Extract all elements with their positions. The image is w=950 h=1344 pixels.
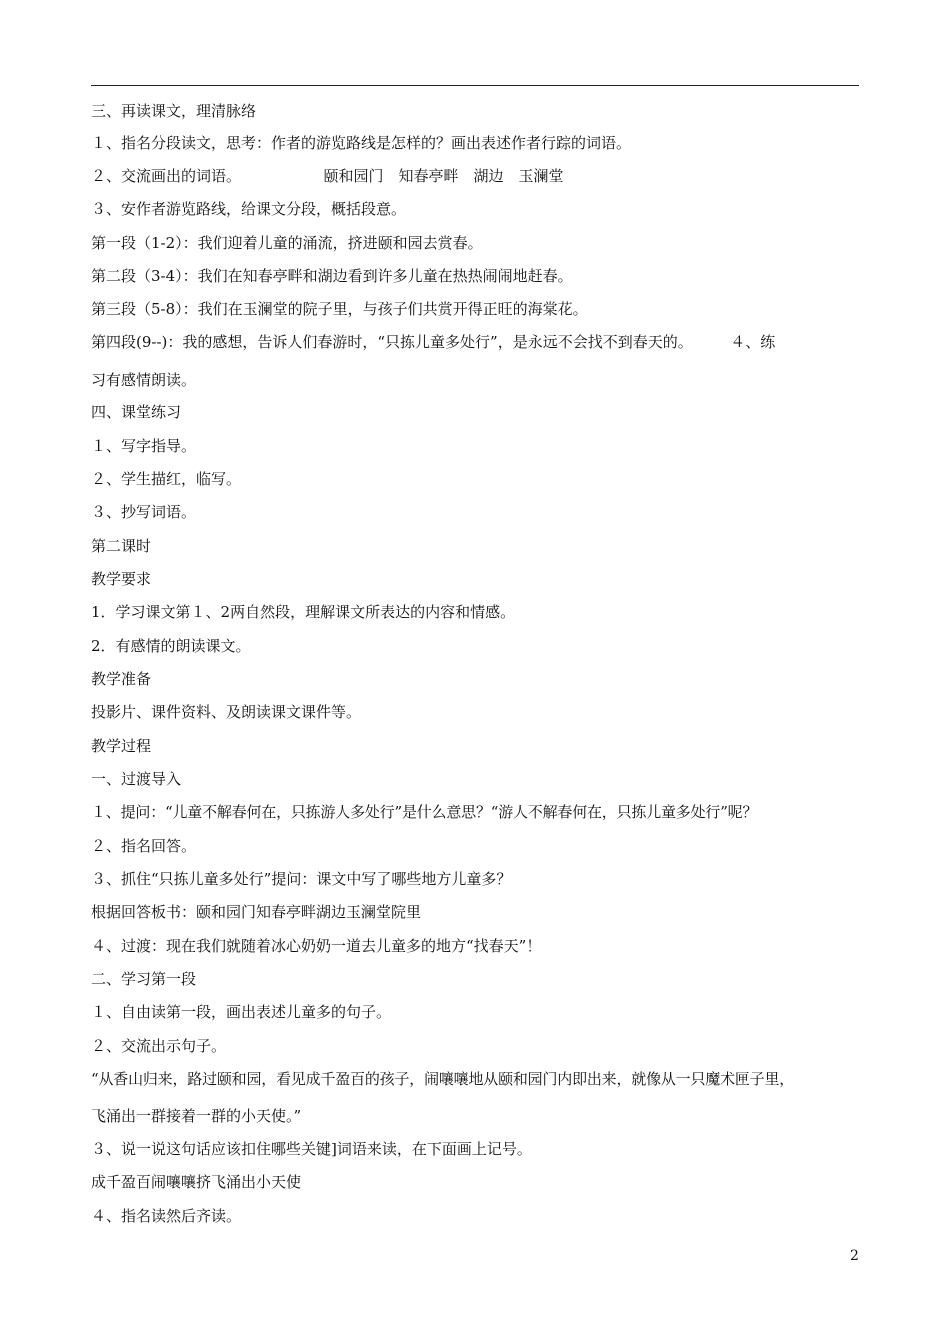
text-line: 投影片、课件资料、及朗读课文课件等。 bbox=[91, 703, 362, 721]
text-line: ２、学生描红，临写。 bbox=[91, 470, 242, 488]
text-line: 一、过渡导入 bbox=[91, 770, 182, 788]
header-rule bbox=[91, 85, 859, 86]
text-line: ２、交流画出的词语。 颐和园门 知春亭畔 湖边 玉澜堂 bbox=[91, 167, 564, 185]
text-line: ４、指名读然后齐读。 bbox=[91, 1207, 242, 1225]
text-line: 三、再读课文，理清脉络 bbox=[91, 102, 257, 120]
text-line: ３、抓住“只拣儿童多处行”提问：课文中写了哪些地方儿童多？ bbox=[91, 870, 512, 888]
text-line: １、写字指导。 bbox=[91, 437, 197, 455]
text-line: 教学过程 bbox=[91, 737, 152, 755]
text-line: 成千盈百闹嚷嚷挤飞涌出小天使 bbox=[91, 1173, 302, 1191]
text-line: 1．学习课文第１、2两自然段，理解课文所表达的内容和情感。 bbox=[91, 603, 516, 621]
text-line: 第二段（3-4）：我们在知春亭畔和湖边看到许多儿童在热热闹闹地赶春。 bbox=[91, 267, 573, 285]
text-line: １、提问：“儿童不解春何在，只拣游人多处行”是什么意思？“游人不解春何在，只拣儿童多处行”呢？ bbox=[91, 803, 758, 821]
text-line: 根据回答板书：颐和园门知春亭畔湖边玉澜堂院里 bbox=[91, 903, 422, 921]
text-line: 第二课时 bbox=[91, 537, 152, 555]
text-line: “从香山归来，路过颐和园，看见成千盈百的孩子，闹嚷嚷地从颐和园门内即出来，就像从一只魔术匣子里， bbox=[91, 1070, 795, 1088]
text-line: ３、说一说这句话应该扣住哪些关键]词语来读，在下面画上记号。 bbox=[91, 1140, 532, 1158]
text-line: 教学准备 bbox=[91, 670, 152, 688]
text-line: 第四段(9--)：我的感想，告诉人们春游时，“只拣儿童多处行”，是永远不会找不到春天的。 ４、练 bbox=[91, 333, 776, 351]
text-line: ２、指名回答。 bbox=[91, 837, 197, 855]
text-line: 习有感情朗读。 bbox=[91, 371, 197, 389]
text-line: 教学要求 bbox=[91, 570, 152, 588]
text-line: 四、课堂练习 bbox=[91, 403, 182, 421]
text-line: 飞涌出一群接着一群的小天使。” bbox=[91, 1107, 302, 1125]
text-line: 第一段（1-2）：我们迎着儿童的涌流，挤进颐和园去赏春。 bbox=[91, 234, 483, 252]
text-line: ４、过渡：现在我们就随着冰心奶奶一道去儿童多的地方“找春天”！ bbox=[91, 937, 542, 955]
text-line: ２、交流出示句子。 bbox=[91, 1037, 227, 1055]
text-line: １、自由读第一段，画出表述儿童多的句子。 bbox=[91, 1003, 392, 1021]
text-line: ３、安作者游览路线，给课文分段，概括段意。 bbox=[91, 200, 407, 218]
page-number: 2 bbox=[850, 1248, 859, 1264]
text-line: 二、学习第一段 bbox=[91, 970, 197, 988]
text-line: 2．有感情的朗读课文。 bbox=[91, 637, 251, 655]
text-line: １、指名分段读文，思考：作者的游览路线是怎样的？画出表述作者行踪的词语。 bbox=[91, 134, 632, 152]
text-line: 第三段（5-8）：我们在玉澜堂的院子里，与孩子们共赏开得正旺的海棠花。 bbox=[91, 300, 588, 318]
text-line: ３、抄写词语。 bbox=[91, 503, 197, 521]
